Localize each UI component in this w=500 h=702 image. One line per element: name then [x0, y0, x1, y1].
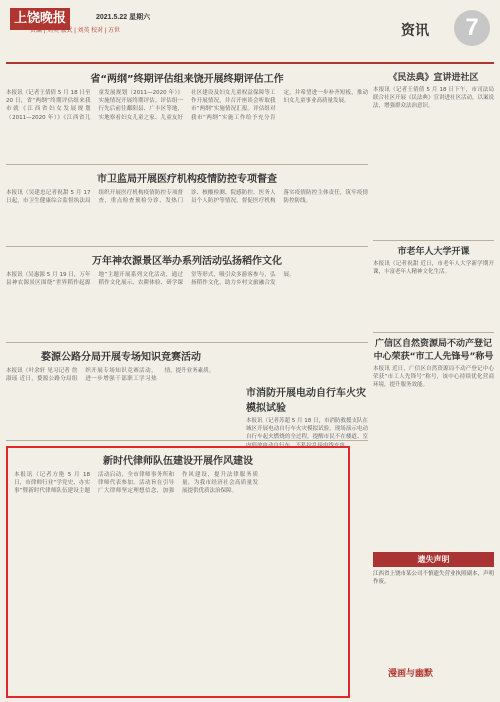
article-quiz [6, 348, 236, 434]
divider [6, 342, 368, 343]
newspaper-page [6, 4, 494, 698]
notice-box [373, 552, 494, 622]
article-title: 万年神农源景区举办系列活动弘扬稻作文化 [92, 256, 282, 267]
article-rice-culture [6, 252, 368, 336]
article-body: 本报讯（记者苏超 5 月 18 日，市消防救援支队在城区开展电动自行车火灾模拟试验，现场演示电动自行车起火燃烧的全过程，提醒市民不在楼道、室内停放电动自行车，不私拉乱接电线充电。 [246, 418, 368, 449]
masthead [6, 4, 494, 64]
article-civil-code [373, 70, 494, 200]
article-body: 本报讯（吴建忠记者祝甜 5 月 17 日起，市卫生健康综合监督执法局组织开展医疗机构疫情防控专项督查，重点检查预检分诊、发热门诊、核酸检测、院感防控、医务人员个人防护等情况，督促医疗机构落实疫情防控主体责任，筑牢疫情防控防线。 [6, 190, 368, 205]
page-number: 7 [454, 10, 490, 46]
article-title: 《民法典》宣讲进社区 [388, 73, 479, 83]
article-body: 本报讯 近日，广信区自然资源局不动产登记中心荣获“市工人先锋号”称号，该中心持续优化营商环境，提升服务效能。 [373, 366, 494, 389]
article-senior-university [373, 244, 494, 334]
article-evaluation [6, 70, 368, 158]
article-title: 广信区自然资源局不动产登记中心荣获“市工人先锋号”称号 [373, 339, 494, 362]
article-title: 市老年人大学开课 [397, 247, 470, 257]
article-title: 婺源公路分局开展专场知识竞赛活动 [41, 352, 201, 363]
notice-body: 江西省上饶市某公司不慎遗失营业执照副本，声明作废。 [373, 571, 495, 586]
article-body: 本报讯（记者王倩倩 5 月 18 日至 20 日，省“两纲”终期评估组来我市就《江西省妇女发展规划（2011—2020 年）》《江西省儿童发展规划（2011—2020 年）》实施情况开展终期评估。评估组一行先后前往鄱阳县、广丰区等地，实地察看妇女儿童之家、儿童友好社区建设及妇女儿童权益保障等工作开展情况，并召开座谈会听取我市“两纲”实施情况汇报。评估组对我市“两纲”实施工作给予充分肯定，并希望进一步补齐短板，推动妇女儿童事业高质量发展。 [6, 90, 368, 121]
article-body: 本报讯（记者方艳 5 月 18 日，市律师行业“学党史、办实事”暨新时代律师队伍建设主题活动启动，全市律师事务所和律师代表参加。活动旨在引导广大律师坚定理想信念，加强作风建设，提升法律服务质量，为我市经济社会高质量发展提供优质法治保障。 [14, 472, 258, 495]
article-title: 省“两纲”终期评估组来饶开展终期评估工作 [90, 74, 284, 85]
comic-label: 漫画与幽默 [388, 669, 434, 679]
article-title: 新时代律师队伍建设开展作风建设 [103, 456, 253, 467]
article-title: 市消防开展电动自行车火灾模拟试验 [246, 388, 366, 414]
article-title: 市卫监局开展医疗机构疫情防控专项督查 [97, 174, 277, 185]
article-supervision [6, 170, 368, 240]
newspaper-logo: 上饶晚报 [10, 8, 70, 30]
article-body: 本报讯（记者祝甜 近日，市老年人大学新学期开课，丰富老年人精神文化生活。 [373, 261, 494, 276]
right-column [373, 64, 494, 698]
divider [6, 164, 368, 165]
article-body: 本报讯（记者王倩倩 5 月 18 日下午，市司法局联合社区开展《民法典》宣讲进社区活动，以案说法，增强群众法治意识。 [373, 87, 495, 110]
article-fire-test [246, 384, 368, 449]
section-title: 资讯 [401, 23, 429, 39]
article-body: 本报讯（叶余轩 见习记者 詹淑瑶 近日，婺源公路分局组织开展专场知识竞赛活动，进一步增强干部职工学习热情，提升业务素质。 [6, 368, 215, 383]
editor-credits: 责编 | 刘英 版式 | 刘英 校对 | 方世 [30, 28, 121, 34]
notice-title: 遗失声明 [373, 552, 494, 567]
article-lawyer-team [6, 446, 350, 698]
article-award [373, 336, 494, 546]
article-body: 本报讯（吴惠源 5 月 19 日，万年县神农源景区围绕“世界稻作起源地”主题开展系列文化活动，通过稻作文化展示、农耕体验、研学课堂等形式，吸引众多游客参与，弘扬稻作文化，助力乡村文旅融合发展。 [6, 272, 295, 287]
divider [373, 240, 494, 241]
divider [6, 246, 368, 247]
issue-date: 2021.5.22 星期六 [96, 14, 151, 21]
divider [373, 332, 494, 333]
divider [6, 440, 368, 441]
